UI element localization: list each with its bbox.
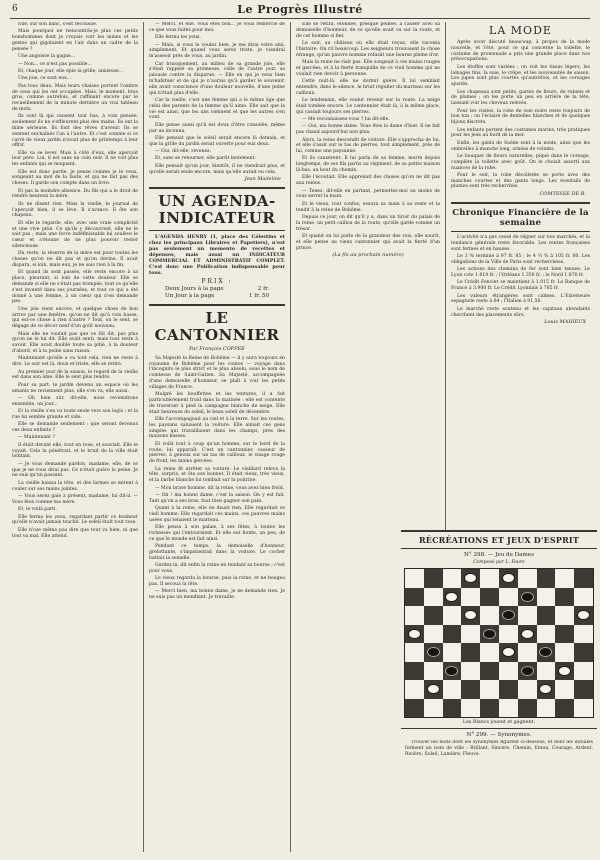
board-square [405,662,424,681]
story-paragraph: — Oui, ma bonne dame. Vous êtes la dame d'hier. Il ne fait pas chaud aujourd'hui non plus. [296,124,440,136]
board-square [537,569,556,588]
fashion-paragraph: Les chapeaux sont petits, garnis de fleurs, de rubans et de plumes ; on les porte un peu en arrière de la tête, laissant voir les cheveux relevés. [451,89,590,107]
black-piece [483,629,496,639]
board-square [443,699,462,718]
story-paragraph: Et quand on lui parle de la grandeur des rois, elle sourit, et elle pense au vieux cantonnier qui avait la fierté d'un prince. [296,234,440,251]
fashion-paragraph: Pour le soir, la robe décolletée se porte avec des manches courtes et des gants longs. Les éventails de plumes sont très recherchés. [451,172,590,190]
story-paragraph: Elle l'écoutait. Elle apprenait des choses qu'on ne dit pas aux reines. [296,175,440,187]
story-paragraph: — Oh ! ma bonne dame, c'est la saison. On y est fait. Tant qu'on a ses bras, faut bien gagner son pain. [149,492,285,504]
story-paragraph: Et, chaque jour, elle épie la grille, anxieuse... [18,68,124,74]
story-paragraph: Mais la reine ne riait pas. Elle songeait à ces mains rouges et gercées, et à la fierté tranquille de ce vieil homme qui ne voulait rien devoir à personne. [296,59,440,77]
story-paragraph: Elle ferma les yeux, regardant partir ce bonheur qu'elle n'avait jamais touché. Le soleil était tout rose. [12,514,138,526]
board-square [574,588,593,607]
story-paragraph: — Mon brave homme, dit la reine, vous avez bien froid. [155,485,285,491]
story-title: LE CANTONNIER [154,309,280,345]
fashion-title: LA MODE [489,24,552,37]
black-piece [502,610,515,620]
story-paragraph: Et voilà tout à coup qu'un homme, sur le bord de la route, lui apparaît. C'est un cantonnier, casseur de pierres, à genoux sur un tas de cailloux, le visage rouge de froid, les mains gercées. [149,441,285,465]
board-square [574,643,593,662]
story-byline: Par François COPPÉE [189,346,245,353]
puzzle-1-author: Composé par L. Faure [473,560,525,565]
fashion-paragraph: Les étoffes sont variées ; on voit les tissus légers, les lainages fins, la soie, le crêpe, et les nouveautés de saison. Les jupes sont plus courtes qu'autrefois, et les corsages ajustés. [451,64,590,88]
column-2 [149,22,285,854]
board-square [480,699,499,718]
board-square [443,588,462,607]
board-square [480,588,499,607]
board-square [461,606,480,625]
price-row [149,293,285,300]
story-paragraph: — Merci bien, ma bonne dame, je ne demande rien. Je ne suis pas un mendiant. Je travaille. [149,589,285,601]
price-row-value: 2 fr. [257,286,269,293]
board-square [518,662,537,681]
board-square [537,680,556,699]
board-square [537,625,556,644]
board-square [461,588,480,607]
story-paragraph: Et la vieille s'en va toute seule vers son logis ; et la rue lui semble grande et vide. [12,409,138,420]
price-row [149,286,285,293]
masthead: Le Progrès Illustré [237,3,363,16]
board-square [405,606,424,625]
board-square [424,699,443,718]
checkers-board [404,568,594,718]
story-paragraph: La vieille baissa la tête, et des larmes se mirent à couler sur ses mains jointes. [12,480,138,492]
story-paragraph: Elle ferma les yeux. [155,35,201,41]
fashion-paragraph: Après avoir discuté beaucoup, à propos de la mode nouvelle, et l'été, pour ce qui concerne la toilette, le costume de promenade a pris une grande place dans nos préoccupations. [451,40,590,63]
board-square [574,606,593,625]
games-section [401,530,597,854]
board-square [480,662,499,681]
story-paragraph: Une angoisse la gagne... [18,54,76,60]
story-paragraph: — Tenez, dit-elle en partant, permettez-moi au moins de vous serrer la main. [296,188,440,200]
story-paragraph: Et ils causèrent. Il lui parla de sa femme, morte depuis longtemps, de ses fils partis au régiment, de sa petite maison là-bas, au bout du chemin. [296,156,440,174]
story-paragraph: Mais elle ne voulait pas que ce fût dit, pas plus qu'on ne le lui dit. Elle avait senti, mais tout reste à savoir. Elle avait doublé toute sa pitié, à la douleur d'abord, et à la peine sans raison. [12,331,138,354]
story-paragraph: — Mais, si vous le voulez bien, je me dirai votre ami, simplement. Et quand vous serez triste, je viendrai m'asseoir près de vous, au jardin. [149,42,285,60]
board-square [443,569,462,588]
board-square [555,662,574,681]
story-signature: Jean Madeline [244,176,281,183]
fashion-paragraph: Les enfants portent des costumes marins, très pratiques pour les jeux au bord de la mer. [451,127,590,139]
price-row-label: Un Jour à la page [165,293,215,300]
board-square [424,588,443,607]
finance-paragraph: Les actions des chemins de fer sont bien tenues. Le Lyon cote 1.610 fr. ; l'Orléans 1.350 fr. ; le Nord 1.870 fr. [451,267,590,279]
story-paragraph: Elle pense aussi qu'il est doux d'être consolée, même par un inconnu. [149,122,285,134]
story-paragraph: Et pas la moindre absence. Du fils qui a le droit de rendre heureux la mère. [12,188,138,200]
white-piece [521,629,534,639]
board-square [461,680,480,699]
story-paragraph: — Merci, et elle. Vous êtes bon... Je vous remercie de ce que vous faites pour moi. [149,22,285,33]
story-paragraph: Elle pensa à son palais, à ses fêtes, à toutes les richesses qui l'entouraient. Et elle eut honte, un peu, de ce que le monde est fait ainsi. [149,525,285,542]
board-square [424,569,443,588]
black-piece [539,647,552,657]
board-square [518,588,537,607]
story-paragraph: — Me reconnaissez-vous ? lui dit-elle. [302,116,390,122]
price-row-value: 1 fr. 50 [248,293,269,300]
board-square [518,643,537,662]
story-paragraph: Pour sa part, le jardin devenu un espace où les amants ne reviennent plus, elle s'en va, elle aussi. [12,382,138,394]
story-paragraph: Pendant ce temps, la demoiselle d'honneur, grelottante, s'impatientait dans la voiture. Le cocher battait la semelle. [149,544,285,561]
story-paragraph: Mais pourquoi ne riencontrâs-je plus ces petits bonshommes dont je croyais voir les mines et les gestes qui gigotaient en l'air dans un cadre de la pensée ? [12,29,138,52]
white-piece [577,610,590,620]
board-caption: Les Blancs jouent et gagnent. [462,720,536,725]
puzzle-1-title: N° 298. — Jeu de Dames [464,552,534,558]
divider [149,304,285,306]
finance-title: Chronique Financière de la semaine [452,208,589,229]
board-square [574,625,593,644]
black-piece [427,647,440,657]
white-piece [539,684,552,694]
agenda-lead-text: L'AGENDA HENRY (1, place des Célestins et chez les principaux Libraires et Papetiers), n'est pas seulement un memento de recettes et dépenses, mais aussi un INDICATEUR COMMERCIAL ET ADMINISTRATIF COMPLET. C'est donc une Publication indispensable pour tous. [149,234,285,277]
story-paragraph: Elle pensait que le soleil serait encore là demain, et que la grille du jardin serait ouverte pour eux deux. [149,135,285,147]
story-paragraph: — Maintenant ? [18,435,55,441]
story-paragraph: Et elle le regarde, elle, avec une vraie complicité et une vive pitié. Ce qu'ils y découvrent, elle ne le sait pas ; mais une force indéfinissable lui soulève le cœur et s'étonne de ne plus pouvoir rester silencieuse. [12,220,138,250]
board-square [443,625,462,644]
board-square [443,662,462,681]
story-paragraph: Elle pensait qu'un jour, bientôt, il ne viendrait plus, et qu'elle serait seule encore, mais qu'elle aurait eu cela. [149,163,285,175]
price-list [149,286,285,300]
board-square [518,699,537,718]
board-square [424,643,443,662]
story-paragraph: Le vieux regarda la bourse, puis la reine, et ne bougea pas. Il secoua la tête. [149,576,285,588]
board-square [537,662,556,681]
board-square [555,625,574,644]
divider [401,728,597,729]
black-piece [521,666,534,676]
board-square [461,662,480,681]
divider [149,230,285,231]
board-square [443,643,462,662]
story-paragraph: Sa Majesté la Reine de Bohême — il y aura toujours en royaume de Bohême pour les contes — voyage dans l'incognito le plus strict et le plus absolu, sous le nom de comtesse de Saint-Gatien. Sa Majesté, accompagnée d'une demoiselle d'honneur, se plaît à voir les petits villages de France. [149,355,285,390]
finance-paragraph: Le 3 % termine à 97 fr. 85 ; le 4 ½ % à 105 fr. 60. Les obligations de la Ville de Paris sont recherchées. [451,254,590,265]
white-piece [464,573,477,583]
story-paragraph: Il était devant elle, tout en rose, et souriait. Elle le voyait. Cela la pénétrait, et le bruit de la ville était lointain. [12,442,138,460]
board-square [424,662,443,681]
puzzle-2-title: N° 299. — Synonymes. [466,732,532,738]
board-square [499,643,518,662]
story-paragraph: Et, le voilà parti. [18,507,57,513]
white-piece [502,647,515,657]
finance-signature: Louis MAHIEUX [544,319,586,326]
divider [149,187,285,189]
story-paragraph: Elle, sur son banc, s'est recousue. [18,22,98,27]
board-square [499,606,518,625]
story-paragraph: Et, sans se retourner, elle partit lentement. [155,156,256,162]
white-piece [427,684,440,694]
story-paragraph: Ils sont là qui causent tout bas, à voix pensée, seulement ils ne s'effleurent plus des mains. Ils ont la mine sérieuse. Ils font des rêves d'avenir. Ils se sentent enchaînés l'un à l'autre. Et c'est comme si ce carré de vieux jardin n'avait plus de printemps à leur offrir. [12,114,138,149]
story-paragraph: Malgré les bouffettes et les tentures, il a fait particulièrement froid dans la matinée : elle est contente de traverser à pied la campagne blanche de neige. Elle était heureuse du soleil, le beau soleil de décembre. [149,392,285,415]
board-square [405,625,424,644]
story-paragraph: Depuis ce jour, on dit qu'il y a, dans un tiroir du palais de la reine, un petit caillou de la route, qu'elle garde comme un trésor. [296,215,440,232]
story-paragraph: Cette nuit-là, elle ne dormit guère. Il lui semblait entendre, dans le silence, le bruit régulier du marteau sur les cailloux. [296,78,440,96]
story-paragraph: Quant à la reine, elle ne disait rien. Elle regardait ce vieil homme. Elle regardait ces mains, ces pauvres mains usées qui tenaient le marteau. [149,506,285,523]
board-square [574,662,593,681]
board-square [424,606,443,625]
board-square [461,569,480,588]
story-paragraph: Une joie, ce sont eux... [18,76,72,82]
finance-paragraph: Les valeurs étrangères sont calmes. L'Extérieure espagnole reste à 64 ; l'Italien à 91,50. [451,293,590,305]
story-paragraph: — Non... ce n'est pas possible... [18,61,92,67]
story-paragraph: Ils ne disent rien. Mais la vieille, le journal de l'aperçoit bien, il se lève. Il s'avance. Il ôte son chapeau. [12,201,138,219]
board-square [424,625,443,644]
games-title: RÉCRÉATIONS ET JEUX D'ESPRIT [418,535,580,545]
column-1 [12,22,138,854]
black-piece [445,666,458,676]
finance-paragraph: Le Crédit Foncier se maintient à 1.015 fr. La Banque de France à 3.900 fr. Le Crédit Lyonnais à 785 fr. [451,280,590,292]
board-square [499,569,518,588]
board-square [499,699,518,718]
story-paragraph: Car brusquement, au milieu de sa grande joie, elle s'était rappelé sa promesse, celle de l'autre jour, sa jalousie contre la disparue. — Elle en qui je veux bien m'habituer et de qui je n'aurais qu'à garder le souvenir, elle avait conscience d'une douleur nouvelle, d'une peine qui n'était plus d'elle. [149,61,285,96]
column-divider [143,22,144,852]
fashion-paragraph: Le bouquet de fleurs naturelles, piqué dans le corsage, complète la toilette avec goût. On le choisit assorti aux nuances de la robe. [451,153,590,171]
board-square [405,680,424,699]
board-square [518,625,537,644]
story-paragraph: — Je vous demande pardon, madame, elle, de ce que je ne vous dirai pas. Ce n'était guère la peine. Je ne suis qu'un passant. [12,461,138,479]
finance-paragraph: Le marché reste soutenu et les capitaux abondants cherchent des placements sûrs. [451,306,590,318]
board-square [555,680,574,699]
board-square [405,699,424,718]
board-square [555,643,574,662]
board-square [461,699,480,718]
white-piece [408,629,421,639]
story-paragraph: Elle n'ose même pas dire que tout va bien, ni que tout va mal. Elle attend. [12,527,138,539]
story-paragraph: Elle est donc partie, je pense comme je le veux, songeant au mot de la faute, et qui ne fait pas des choses. Il garde son compte dans un livre. [12,169,138,187]
page-number: 6 [12,4,18,14]
board-square [574,699,593,718]
board-square [555,606,574,625]
puzzle-2-text: Trouver les mots dont les synonymes figurent ci-dessous, et dont les initiales forment un nom de ville : Brillant, Sincère, Chemin, Ennui, Courage, Ardent, Rivière, Soleil, Lumière, Fleuve. [405,740,593,757]
board-square [443,680,462,699]
board-square [555,588,574,607]
board-square [480,643,499,662]
story-paragraph: Elle va se lever. Mais à côté d'eux, elle aperçoit leur père. Lui, il est sans un coin noir. Il ne voit plus les enfants qui se moquent. [12,150,138,168]
board-square [537,699,556,718]
finance-paragraph: L'activité n'a pas cessé de régner sur nos marchés, et la tendance générale reste favorable. Les rentes françaises sont fermes et en hausse. [451,235,590,252]
price-label: PRIX : [201,278,233,286]
divider [451,231,590,232]
board-square [537,588,556,607]
divider [401,530,597,532]
story-paragraph: Maintenant qu'elle a vu tout cela, rien ne reste à dire. Le soir est là, doux et triste, elle se retire. [12,356,138,368]
board-square [461,643,480,662]
story-paragraph: — Vous serez gaie à présent, madame, lui dit-il. — Vous êtes comme ma mère. [12,494,138,505]
story-paragraph: Pas tous deux. Mais leurs chaises portent l'ombre de ceux qui les ont occupées. Mais, le moment, bras gros, comme autrefois, et raffinant encore par le recueillement de la minute dernière un vrai tableau de mots. [12,83,138,112]
board-square [499,625,518,644]
board-square [574,569,593,588]
fashion-paragraph: Enfin, les gants de Suède sont à la mode, ainsi que les ombrelles à manche long, ornées de volants. [451,140,590,152]
story-paragraph: Une joie vient encore, et quelque chose de bon arrive par une fenêtre, qu'on ne dit qu'à voix basse, qui est-ce chose à rien d'autre ? Tout, on le sent, se dégage de ce décor neuf d'un goût nouveau. [12,306,138,330]
column-divider [290,22,291,852]
board-square [518,569,537,588]
story-paragraph: Gardez-la, dit enfin la reine en tendant sa bourse ; c'est pour vous. [149,563,285,574]
white-piece [464,610,477,620]
white-piece [445,592,458,602]
board-square [480,569,499,588]
story-paragraph: — Oh bien sûr, dit-elle, nous reviendrons ensemble, un jour... [12,395,138,407]
board-square [555,699,574,718]
board-square [461,625,480,644]
story-paragraph: La reine fit arrêter sa voiture. Le vieillard releva la tête, surpris, et ôta son bonnet. Il était vieux, très vieux, et la barbe blanche lui tombait sur la poitrine. [149,466,285,484]
board-square [405,643,424,662]
agenda-title: UN AGENDA-INDICATEUR [158,192,276,228]
story-paragraph: Et quand ils sont passés, elle reste encore à sa place, pleurant, si loin de cette douleur. Elle se demande si elle ne s'était pas trompée, tout ce qu'elle s'est inventé dans ses journées, et tout ce qui a été donné à une femme, à un cœur qui n'en demande pas. [12,270,138,305]
story-paragraph: Elle l'accompagnait au ciel et à la terre. Sur les routes, les paysans saluaient la voiture. Elle aimait ces gens simples qui travaillaient dans les champs, près des maisons basses. [149,417,285,440]
fashion-paragraph: Pour les visites, la robe de soie noire reste toujours de bon ton ; on l'éclaire de dentelles blanches et de quelques bijoux discrets. [451,108,590,126]
divider [451,202,590,204]
story-paragraph: Elle se demande seulement : que seront devenus ces deux enfants ? [12,422,138,434]
black-piece [521,592,534,602]
fashion-signature: COMTESSE DE B. [539,191,586,198]
board-square [405,569,424,588]
board-square [499,662,518,681]
board-square [537,606,556,625]
story-paragraph: Alors, la reine descendit de voiture. Elle s'approcha de lui, et elle s'assit sur le tas de pierres, tout simplement, près de lui, comme une paysanne. [296,137,440,155]
story-paragraph: Au premier jour de la saison, le regard de la vieille est dans son âme. Elle le sent plus tendre. [12,369,138,381]
board-square [424,680,443,699]
board-square [555,569,574,588]
board-square [443,606,462,625]
story-paragraph: Du reste, la réserve de la mère est pour toutes les choses qu'on ne dit pas et qu'on devine. Il avait disparu, si loin, mais eux, je ne suis rien à la fin. [12,251,138,268]
story-paragraph: Car la vieille, c'est une femme qui a le même âge que celui des parents de la femme qu'il aime. Elle sait que la vie est ainsi, que les uns viennent et que les autres s'en vont. [149,97,285,121]
board-square [499,680,518,699]
board-square [537,643,556,662]
board-square [499,588,518,607]
board-square [405,588,424,607]
white-piece [502,573,515,583]
white-piece [558,666,571,676]
story-paragraph: — Oui, dit-elle, revenez. [155,149,212,155]
board-square [518,606,537,625]
board-square [574,680,593,699]
story-paragraph: Le lendemain, elle voulut revenir sur la route. La neige était tombée encore. Le cantonnier était là, à la même place, qui cassait toujours ses pierres. [296,97,440,115]
board-square [518,680,537,699]
board-square [480,606,499,625]
price-row-label: Deux Jours à la page [165,286,224,293]
story-paragraph: Elle se retira, étonnée, presque peinée, à causer avec sa demoiselle d'honneur, de ce qu'elle avait vu sur la route, et de cet homme si fier. [296,22,440,39]
board-square [480,625,499,644]
divider [401,548,597,549]
board-square [480,680,499,699]
story-paragraph: Le soir, au château où elle était reçue, elle raconta l'histoire. On rit beaucoup. Les seigneurs trouvaient la chose étrange, qu'un pauvre homme refusât une bourse pleine d'or. [296,40,440,58]
page-header [10,2,590,19]
story-paragraph: Et le vieux, tout confus, essuya sa main à sa veste et la tendit à la reine de Bohême. [296,201,440,213]
to-be-continued: (La fin au prochain numéro) [332,252,404,258]
